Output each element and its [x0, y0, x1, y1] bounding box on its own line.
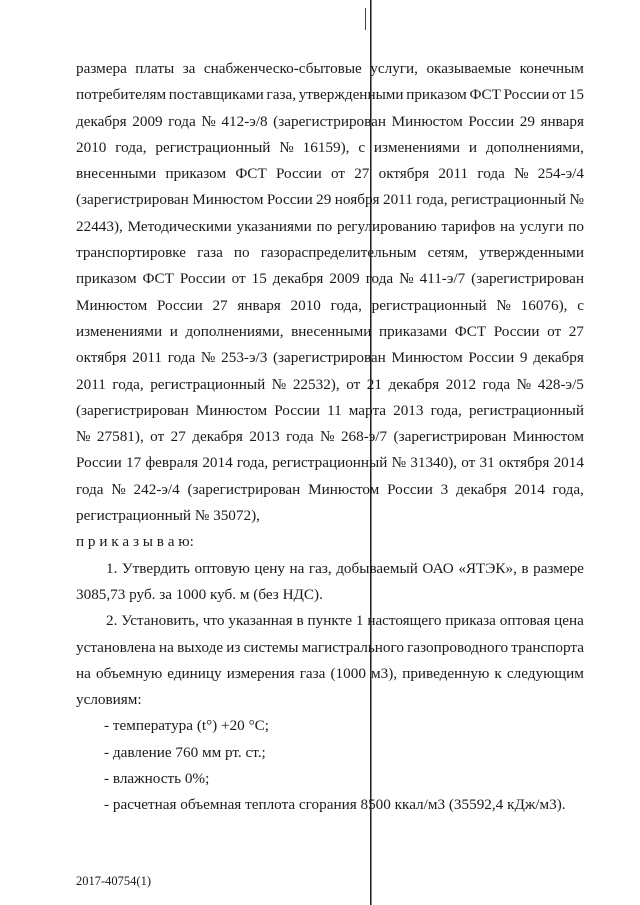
scan-mark — [365, 8, 366, 30]
document-code: 2017-40754(1) — [76, 874, 151, 888]
text-line: России 17 февраля 2014 года, регистрационный № 31340), от 31 октября 2014 — [76, 454, 584, 472]
text-line: (зарегистрирован Минюстом России 29 ноября 2011 года, регистрационный № — [76, 191, 584, 209]
condition-item: - расчетная объемная теплота сгорания 8500 ккал/м3 (35592,4 кДж/м3). — [104, 796, 566, 814]
condition-item: - температура (t°) +20 °С; — [104, 717, 269, 735]
text-line: № 27581), от 27 декабря 2013 года № 268-э/7 (зарегистрирован Минюстом — [76, 428, 584, 446]
item-1-line: 3085,73 руб. за 1000 куб. м (без НДС). — [76, 585, 323, 603]
text-line: 2011 года, регистрационный № 22532), от 21 декабря 2012 года № 428-э/5 — [76, 375, 584, 393]
item-2-line: условиям: — [76, 691, 142, 709]
text-line: потребителям поставщиками газа, утвержденными приказом ФСТ России от 15 — [76, 86, 584, 104]
text-line: размера платы за снабженческо-сбытовые услуги, оказываемые конечным — [76, 60, 584, 77]
text-line: транспортировке газа по газораспределительным сетям, утвержденными — [76, 244, 584, 262]
text-line: регистрационный № 35072), — [76, 507, 260, 525]
text-line: года № 242-э/4 (зарегистрирован Минюстом России 3 декабря 2014 года, — [76, 480, 584, 498]
text-line: (зарегистрирован Минюстом России 11 марта 2013 года, регистрационный — [76, 401, 584, 419]
condition-item: - давление 760 мм рт. ст.; — [104, 743, 266, 761]
order-word: п р и к а з ы в а ю: — [76, 533, 194, 551]
item-1-line: 1. Утвердить оптовую цену на газ, добываемый ОАО «ЯТЭК», в размере — [106, 559, 584, 577]
text-line: октября 2011 года № 253-э/3 (зарегистрирован Минюстом России 9 декабря — [76, 349, 584, 367]
item-2-line: 2. Установить, что указанная в пункте 1 настоящего приказа оптовая цена — [106, 612, 584, 630]
text-line: декабря 2009 года № 412-э/8 (зарегистрирован Минюстом России 29 января — [76, 112, 584, 130]
text-line: Минюстом России 27 января 2010 года, регистрационный № 16076), с — [76, 296, 584, 314]
item-2-line: на объемную единицу измерения газа (1000 м3), приведенную к следующим — [76, 664, 584, 682]
text-line: 2010 года, регистрационный № 16159), с изменениями и дополнениями, — [76, 138, 584, 156]
text-line: внесенными приказом ФСТ России от 27 октября 2011 года № 254-э/4 — [76, 165, 584, 183]
body-paragraph — [76, 56, 584, 819]
item-2-line: установлена на выходе из системы магистрального газопроводного транспорта — [76, 638, 584, 656]
text-line: приказом ФСТ России от 15 декабря 2009 года № 411-э/7 (зарегистрирован — [76, 270, 584, 288]
text-line: 22443), Методическими указаниями по регулированию тарифов на услуги по — [76, 217, 584, 235]
condition-item: - влажность 0%; — [104, 770, 210, 788]
text-line: изменениями и дополнениями, внесенными приказами ФСТ России от 27 — [76, 322, 584, 340]
